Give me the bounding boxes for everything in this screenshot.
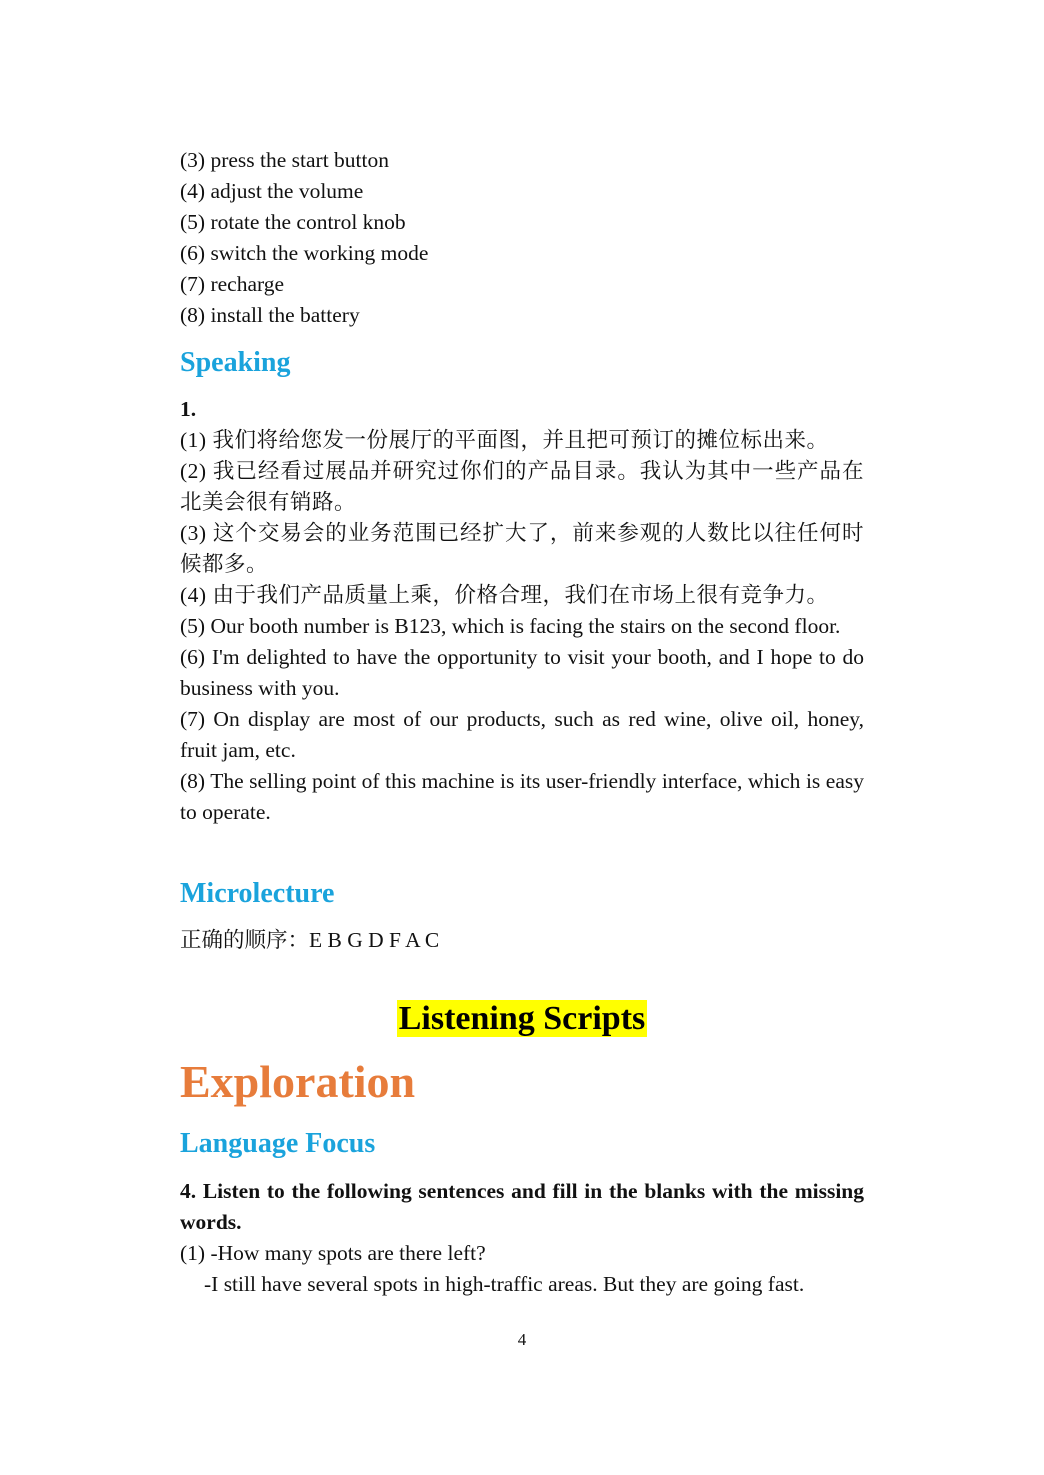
speaking-item: (3) 这个交易会的业务范围已经扩大了，前来参观的人数比以往任何时候都多。 xyxy=(180,521,864,576)
dialogue-line: (1) -How many spots are there left? xyxy=(180,1241,486,1265)
list-item: (3) press the start button xyxy=(180,148,389,172)
language-focus-heading: Language Focus xyxy=(180,1128,376,1159)
dialogue-line: -I still have several spots in high-traffic areas. But they are going fast. xyxy=(204,1272,805,1296)
list-item: (6) switch the working mode xyxy=(180,241,429,265)
speaking-item: (7) On display are most of our products, such as red wine, olive oil, honey, fruit jam, etc. xyxy=(180,707,864,762)
page-number: 4 xyxy=(517,1330,527,1349)
listening-scripts-title: Listening Scripts xyxy=(398,1000,646,1037)
list-item: (5) rotate the control knob xyxy=(180,210,406,234)
speaking-item: (2) 我已经看过展品并研究过你们的产品目录。我认为其中一些产品在北美会很有销路。 xyxy=(180,459,864,514)
speaking-item: (1) 我们将给您发一份展厅的平面图，并且把可预订的摊位标出来。 xyxy=(180,428,829,452)
list-item: (8) install the battery xyxy=(180,303,360,327)
speaking-item: (8) The selling point of this machine is its user-friendly interface, which is easy to operate. xyxy=(180,769,864,824)
question-number: 1. xyxy=(180,397,197,421)
step-list xyxy=(180,145,864,331)
speaking-heading: Speaking xyxy=(180,347,291,378)
speaking-item: (6) I'm delighted to have the opportunity to visit your booth, and I hope to do business with you. xyxy=(180,645,864,700)
speaking-item: (4) 由于我们产品质量上乘，价格合理，我们在市场上很有竞争力。 xyxy=(180,583,829,607)
list-item: (7) recharge xyxy=(180,272,285,296)
speaking-item: (5) Our booth number is B123, which is facing the stairs on the second floor. xyxy=(180,614,841,638)
microlecture-answer: 正确的顺序：E B G D F A C xyxy=(180,928,440,952)
exercise-instruction: 4. Listen to the following sentences and fill in the blanks with the missing words. xyxy=(180,1179,864,1234)
speaking-section xyxy=(180,394,864,828)
list-item: (4) adjust the volume xyxy=(180,179,364,203)
language-focus-section xyxy=(180,1176,864,1300)
exploration-heading: Exploration xyxy=(180,1056,416,1107)
microlecture-heading: Microlecture xyxy=(180,878,335,909)
